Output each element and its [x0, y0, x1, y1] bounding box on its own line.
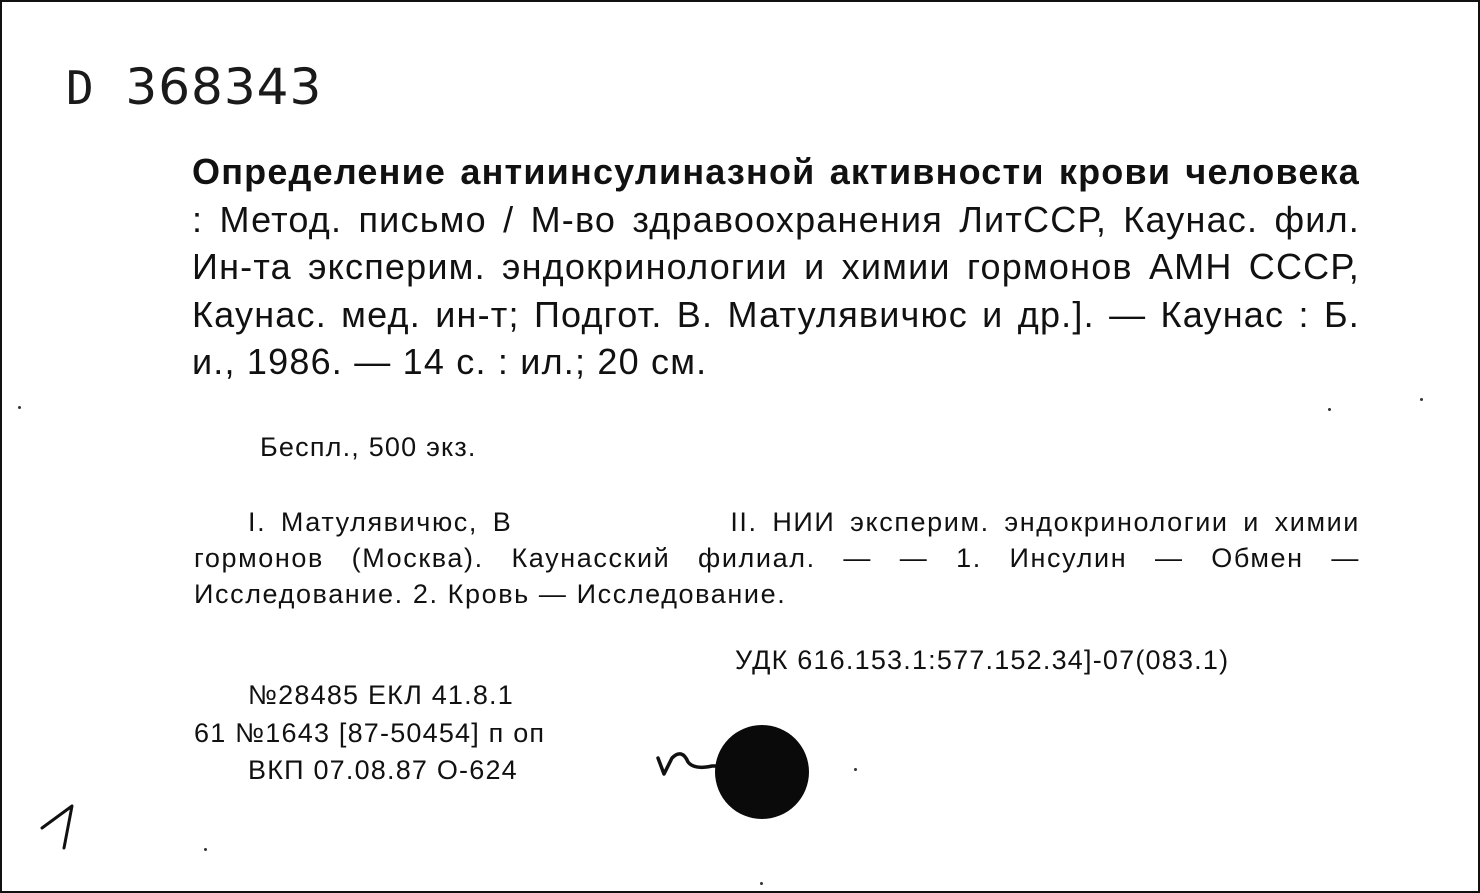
entry-description: : Метод. письмо / М-во здравоохранения ЛитССР, Каунас. фил. Ин-та эксперим. эндокринологии и химии гормонов АМН СССР, Каунас. мед. ин-т; Подгот. В. Матулявичюс и др.]. — Каунас : Б. и., 1986. — 14 с. : ил.; 20 см. [192, 198, 1360, 382]
scan-speck [1420, 398, 1423, 401]
scan-speck [204, 848, 207, 851]
registration-code-line-3: ВКП 07.08.87 О-624 [248, 755, 518, 785]
tracings [194, 504, 1360, 612]
scan-speck [760, 882, 763, 885]
registration-code-line-2: 61 №1643 [87-50454] п оп [194, 718, 546, 748]
call-number [66, 58, 322, 116]
entry-title: Определение антиинсулиназной активности крови человека [192, 151, 1360, 192]
added-entry-corporate-and-subjects: II. НИИ эксперим. эндокринологии и химии гормонов (Москва). Каунасский филиал. — — 1. Инсулин — Обмен — Исследование. 2. Кровь — Исследование. [194, 507, 1360, 609]
scan-speck [18, 406, 21, 409]
udc-classification: УДК 616.153.1:577.152.34]-07(083.1) [735, 645, 1230, 675]
main-entry [192, 148, 1360, 386]
call-number-digits: 368343 [125, 58, 323, 116]
black-dot-sticker [715, 725, 809, 819]
call-number-prefix: D [66, 61, 96, 115]
handwritten-corner-mark [32, 794, 96, 858]
price-and-copies: Беспл., 500 экз. [260, 432, 477, 462]
registration-code-line-1: №28485 ЕКЛ 41.8.1 [248, 680, 514, 710]
scan-speck [1328, 408, 1331, 411]
added-entry-author: I. Матулявичюс, В [248, 507, 513, 537]
scan-speck [854, 768, 857, 771]
